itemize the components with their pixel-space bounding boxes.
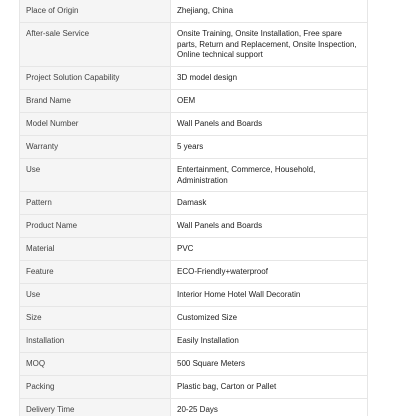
- table-row: [20, 238, 368, 261]
- spec-value: Wall Panels and Boards: [171, 215, 368, 238]
- table-row: [20, 0, 368, 23]
- spec-value: OEM: [171, 90, 368, 113]
- spec-label: Pattern: [20, 192, 171, 215]
- spec-label: Size: [20, 307, 171, 330]
- product-spec-table: [19, 0, 368, 416]
- spec-value: Wall Panels and Boards: [171, 113, 368, 136]
- table-row: [20, 159, 368, 192]
- spec-value: Easily Installation: [171, 330, 368, 353]
- spec-value: ECO-Friendly+waterproof: [171, 261, 368, 284]
- spec-label: Brand Name: [20, 90, 171, 113]
- spec-value: 5 years: [171, 136, 368, 159]
- spec-value: 20-25 Days: [171, 399, 368, 416]
- table-row: [20, 376, 368, 399]
- table-row: [20, 261, 368, 284]
- spec-label: Warranty: [20, 136, 171, 159]
- spec-value: 3D model design: [171, 67, 368, 90]
- spec-label: Project Solution Capability: [20, 67, 171, 90]
- spec-value: Damask: [171, 192, 368, 215]
- spec-label: Model Number: [20, 113, 171, 136]
- spec-value: Onsite Training, Onsite Installation, Free spare parts, Return and Replacement, Onsite Inspection, Online technical support: [171, 23, 368, 67]
- table-row: [20, 330, 368, 353]
- spec-label: After-sale Service: [20, 23, 171, 67]
- spec-label: Delivery Time: [20, 399, 171, 416]
- spec-value: Plastic bag, Carton or Pallet: [171, 376, 368, 399]
- table-row: [20, 67, 368, 90]
- spec-value: Zhejiang, China: [171, 0, 368, 23]
- table-row: [20, 307, 368, 330]
- table-row: [20, 90, 368, 113]
- spec-value: 500 Square Meters: [171, 353, 368, 376]
- table-row: [20, 136, 368, 159]
- spec-label: Place of Origin: [20, 0, 171, 23]
- table-row: [20, 399, 368, 416]
- spec-value: Customized Size: [171, 307, 368, 330]
- spec-label: Packing: [20, 376, 171, 399]
- table-row: [20, 23, 368, 67]
- spec-label: Feature: [20, 261, 171, 284]
- spec-label: Use: [20, 284, 171, 307]
- spec-label: Use: [20, 159, 171, 192]
- spec-label: MOQ: [20, 353, 171, 376]
- table-row: [20, 215, 368, 238]
- table-row: [20, 353, 368, 376]
- spec-label: Installation: [20, 330, 171, 353]
- spec-value: Interior Home Hotel Wall Decoratin: [171, 284, 368, 307]
- spec-value: PVC: [171, 238, 368, 261]
- table-row: [20, 113, 368, 136]
- spec-value: Entertainment, Commerce, Household, Administration: [171, 159, 368, 192]
- spec-label: Product Name: [20, 215, 171, 238]
- spec-label: Material: [20, 238, 171, 261]
- table-row: [20, 192, 368, 215]
- table-row: [20, 284, 368, 307]
